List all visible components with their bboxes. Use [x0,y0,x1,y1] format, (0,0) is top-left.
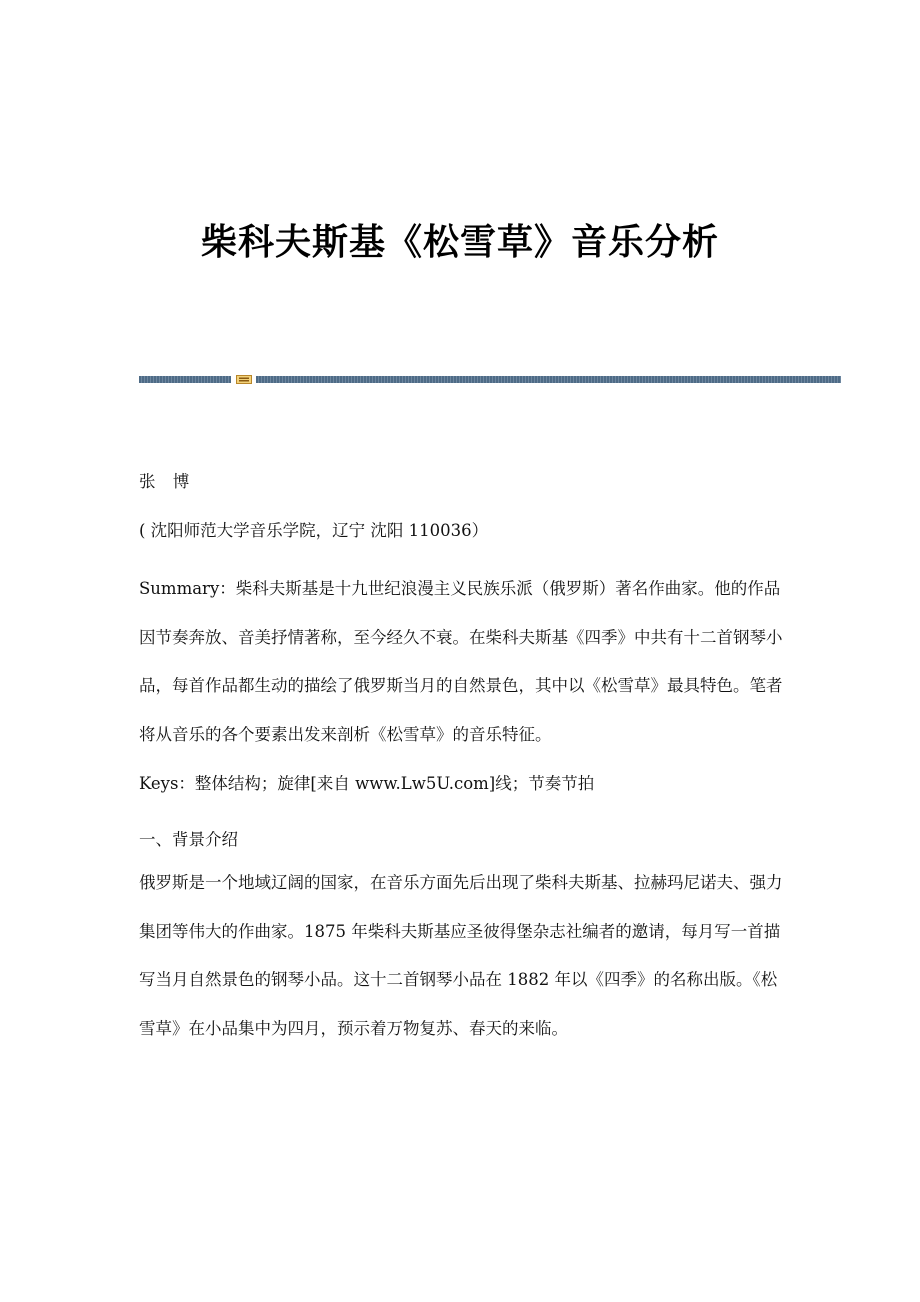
ornament-icon [236,375,252,384]
section-heading: 一、背景介绍 [139,830,238,849]
author-affiliation: ( 沈阳师范大学音乐学院，辽宁 沈阳 110036） [139,521,489,540]
divider-bar-right [256,376,841,383]
keywords-line: Keys：整体结构；旋律[来自 www.Lw5U.com]线；节奏节拍 [139,774,595,793]
author-name: 张 博 [139,472,196,491]
divider-bar-left [139,376,231,383]
article-body [139,470,784,1053]
summary-paragraph: Summary：柴科夫斯基是十九世纪浪漫主义民族乐派（俄罗斯）著名作曲家。他的作品因节奏奔放、音美抒情著称，至今经久不衰。在柴科夫斯基《四季》中共有十二首钢琴小品，每首作品都生动的描绘了俄罗斯当月的自然景色，其中以《松雪草》最具特色。笔者将从音乐的各个要素出发来剖析《松雪草》的音乐特征。 [139,579,783,744]
title-divider [139,375,841,384]
body-paragraph: 俄罗斯是一个地域辽阔的国家，在音乐方面先后出现了柴科夫斯基、拉赫玛尼诺夫、强力集团等伟大的作曲家。1875 年柴科夫斯基应圣彼得堡杂志社编者的邀请，每月写一首描写当月自然景色的钢琴小品。这十二首钢琴小品在 1882 年以《四季》的名称出版。《松雪草》在小品集中为四月，预示着万物复苏、春天的来临。 [139,873,783,1038]
document-title: 柴科夫斯基《松雪草》音乐分析 [200,222,719,263]
